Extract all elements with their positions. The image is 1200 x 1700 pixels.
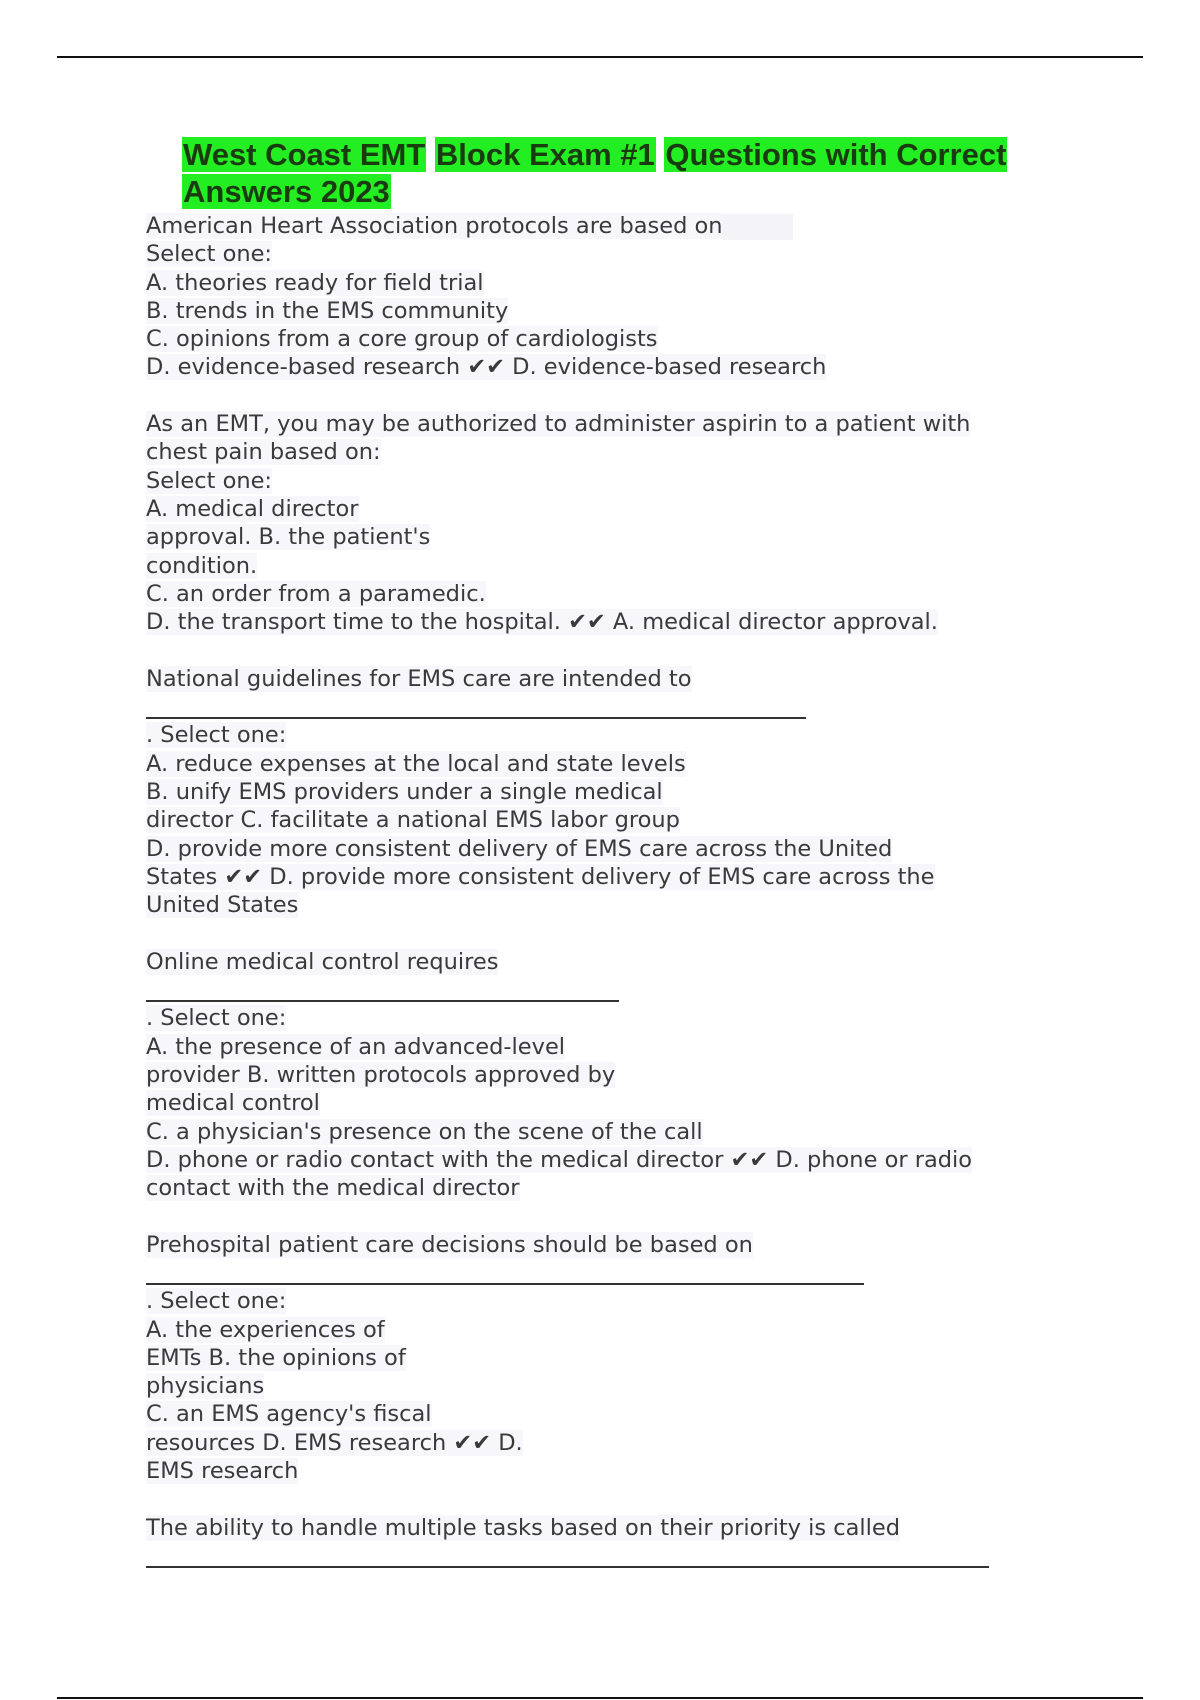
answer-option: approval. B. the patient's xyxy=(146,524,431,551)
question-stem: National guidelines for EMS care are intended to xyxy=(146,665,692,692)
answer-option-correct: contact with the medical director xyxy=(146,1175,520,1202)
title-part-2: Block Exam #1 xyxy=(435,137,655,172)
answer-option: A. the presence of an advanced-level xyxy=(146,1033,566,1060)
answer-option: B. trends in the EMS community xyxy=(146,297,509,324)
answer-option-correct: D. the transport time to the hospital. ✔✔ A. medical director approval. xyxy=(146,609,938,636)
answer-option: D. provide more consistent delivery of EMS care across the United xyxy=(146,835,893,862)
question-stem: As an EMT, you may be authorized to administer aspirin to a patient with xyxy=(146,411,971,438)
bottom-rule xyxy=(57,1697,1143,1699)
answer-option: A. medical director xyxy=(146,495,359,522)
answer-option: provider B. written protocols approved by xyxy=(146,1061,616,1088)
answer-option: A. theories ready for field trial xyxy=(146,269,484,296)
answer-option: condition. xyxy=(146,552,258,579)
answer-option-correct: D. phone or radio contact with the medical director ✔✔ D. phone or radio xyxy=(146,1146,973,1173)
top-rule xyxy=(57,56,1143,58)
answer-option: medical control xyxy=(146,1090,320,1117)
question-1 xyxy=(146,212,1046,382)
question-3 xyxy=(146,665,1046,920)
answer-option: C. a physician's presence on the scene of the call xyxy=(146,1118,703,1145)
question-stem: Online medical control requires xyxy=(146,948,499,975)
answer-option: C. an EMS agency's fiscal xyxy=(146,1401,432,1428)
answer-option: A. the experiences of xyxy=(146,1316,385,1343)
answer-option-correct: EMS research xyxy=(146,1458,299,1485)
answer-option: B. unify EMS providers under a single medical xyxy=(146,778,663,805)
question-stem: Prehospital patient care decisions should be based on xyxy=(146,1231,753,1258)
question-line: . Select one: xyxy=(146,722,287,749)
answer-option-correct: D. evidence-based research ✔✔ D. evidence-based research xyxy=(146,354,827,381)
answer-option: director C. facilitate a national EMS labor group xyxy=(146,807,680,834)
highlight-blank xyxy=(723,214,793,240)
answer-option: C. an order from a paramedic. xyxy=(146,580,486,607)
question-5 xyxy=(146,1231,1046,1486)
answer-option: C. opinions from a core group of cardiologists xyxy=(146,326,658,353)
question-line: Select one: xyxy=(146,467,273,494)
question-2 xyxy=(146,410,1046,636)
title-part-4: Answers 2023 xyxy=(183,174,390,209)
answer-option-correct: States ✔✔ D. provide more consistent delivery of EMS care across the xyxy=(146,863,935,890)
answer-blank xyxy=(146,693,1046,721)
document-title xyxy=(182,136,1082,210)
question-line: . Select one: xyxy=(146,1005,287,1032)
question-stem: American Heart Association protocols are based on xyxy=(146,212,1046,240)
answer-option: EMTs B. the opinions of xyxy=(146,1344,406,1371)
answer-blank xyxy=(146,976,1046,1004)
title-part-1: West Coast EMT xyxy=(183,137,426,172)
answer-option: physicians xyxy=(146,1373,265,1400)
answer-option-correct: United States xyxy=(146,892,299,919)
question-line: . Select one: xyxy=(146,1288,287,1315)
question-4 xyxy=(146,948,1046,1203)
title-part-3: Questions with Correct xyxy=(665,137,1007,172)
answer-blank xyxy=(146,1542,1046,1570)
question-line: Select one: xyxy=(146,241,273,268)
question-6 xyxy=(146,1514,1046,1571)
question-stem: The ability to handle multiple tasks based on their priority is called xyxy=(146,1514,901,1541)
answer-option-correct: resources D. EMS research ✔✔ D. xyxy=(146,1429,523,1456)
question-stem: chest pain based on: xyxy=(146,439,381,466)
answer-blank xyxy=(146,1259,1046,1287)
document-body xyxy=(146,212,1046,1570)
answer-option: A. reduce expenses at the local and state levels xyxy=(146,750,686,777)
